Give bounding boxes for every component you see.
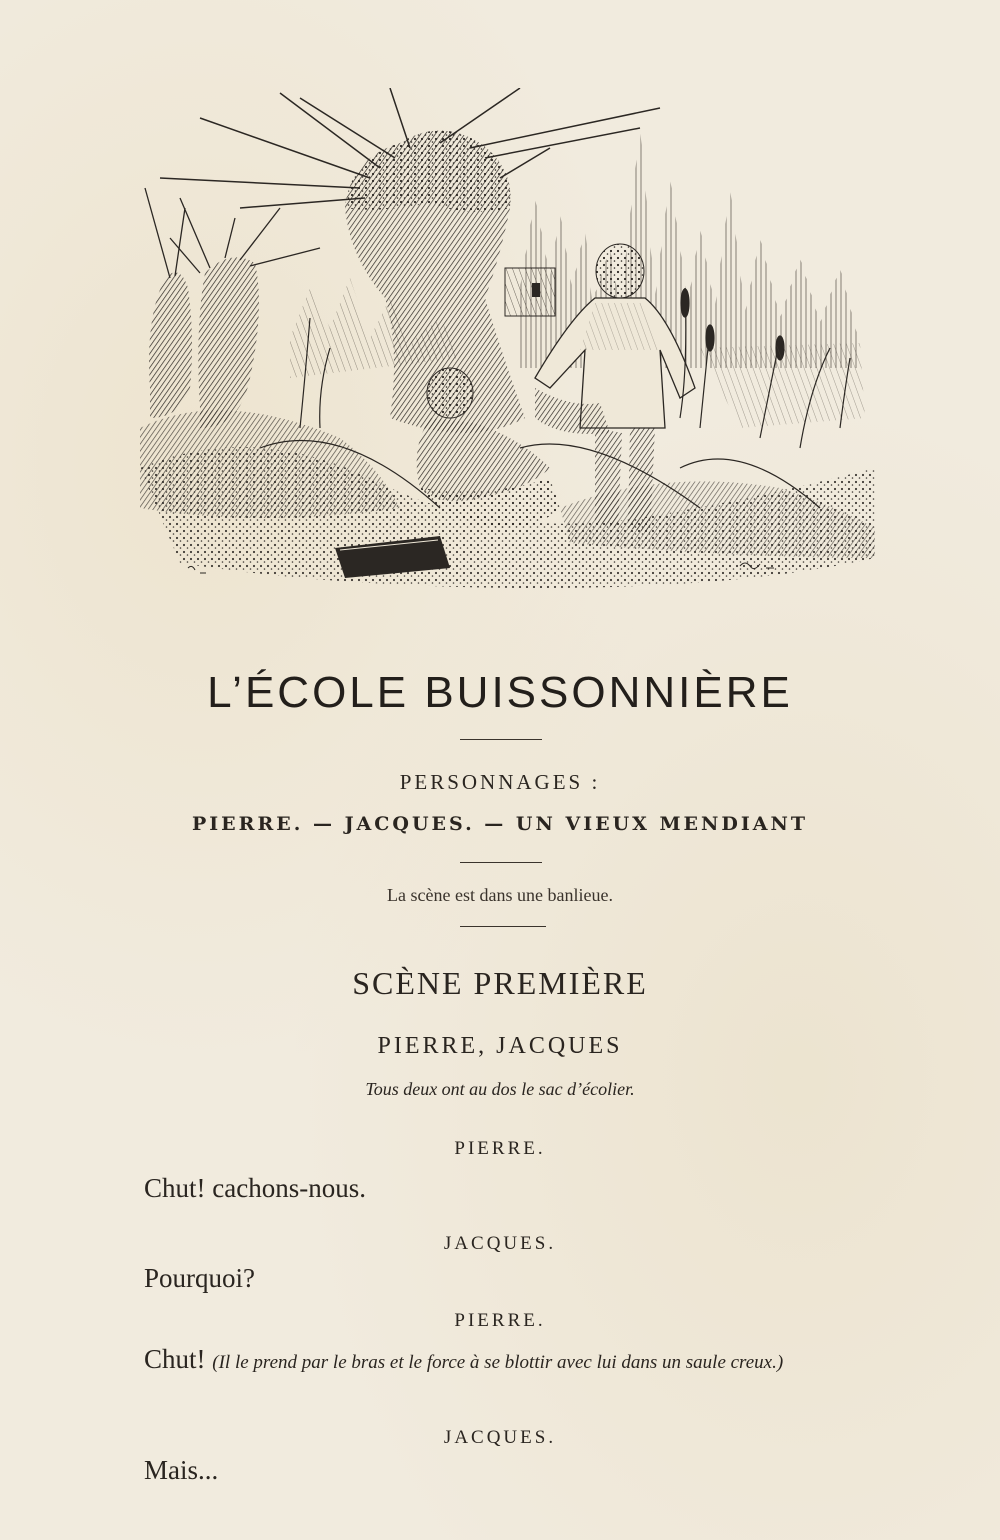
divider <box>460 739 542 740</box>
speaker-name: JACQUES. <box>443 1427 557 1448</box>
speaker-name: JACQUES. <box>443 1233 557 1254</box>
play-title: L’ÉCOLE BUISSONNIÈRE <box>207 668 793 717</box>
distant-house <box>505 268 555 316</box>
divider <box>460 862 542 863</box>
scene-heading: SCÈNE PREMIÈRE <box>352 965 648 1001</box>
speaker-name: PIERRE. <box>454 1138 546 1159</box>
dialogue-line: Pourquoi? <box>144 1263 255 1293</box>
speaker-name: PIERRE. <box>454 1310 546 1331</box>
left-willows <box>145 188 320 428</box>
scene-cast: PIERRE, JACQUES <box>377 1033 623 1059</box>
dialogue-line-with-direction <box>112 1345 902 1377</box>
stage-direction: Tous deux ont au dos le sac d’écolier. <box>365 1079 635 1099</box>
engraving-illustration <box>140 88 875 598</box>
characters-label: PERSONNAGES : <box>399 770 601 794</box>
divider <box>460 926 546 927</box>
inline-stage-direction: (Il le prend par le bras et le force à se blottir avec lui dans un saule creux.) <box>212 1352 784 1373</box>
setting-note: La scène est dans une banlieue. <box>387 885 613 905</box>
dialogue-line: Chut! cachons-nous. <box>144 1173 366 1203</box>
dialogue-line: Mais... <box>144 1455 219 1485</box>
characters-list: PIERRE. — JACQUES. — UN VIEUX MENDIANT <box>192 813 808 835</box>
water <box>700 343 865 428</box>
dialogue-text: Chut! <box>144 1344 206 1374</box>
